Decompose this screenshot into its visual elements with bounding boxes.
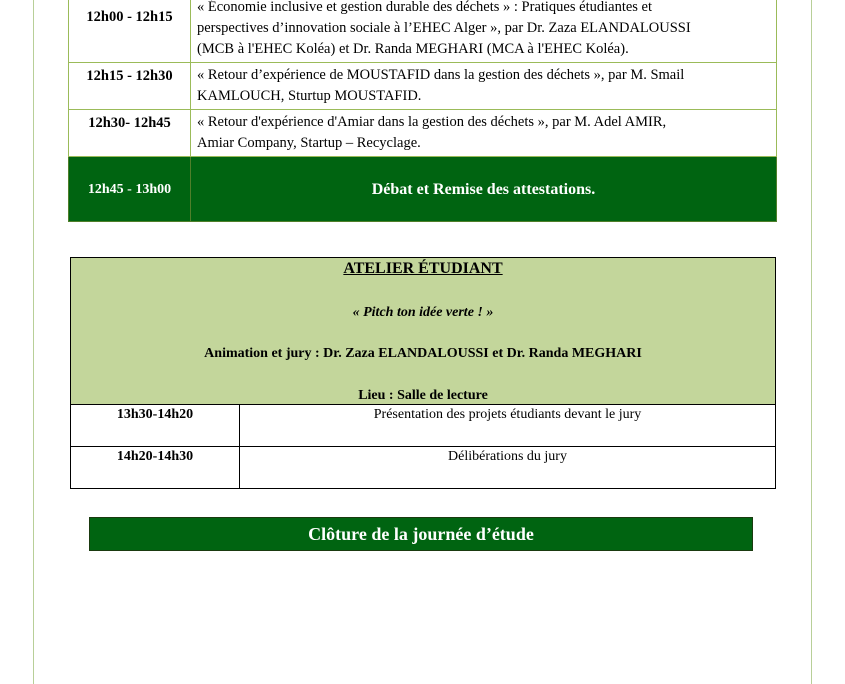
workshop-time: 14h20-14h30 [71,447,240,489]
program-row [69,110,777,157]
page-border-left [33,0,34,684]
program-time: 12h00 - 12h15 [69,0,191,63]
program-description: Débat et Remise des attestations. [191,157,777,222]
workshop-activity: Délibérations du jury [240,447,776,489]
description-line: KAMLOUCH, Sturtup MOUSTAFID. [197,88,422,104]
workshop-header [70,257,776,405]
program-table [68,0,777,222]
program-description [191,110,777,157]
description-line: Amiar Company, Startup – Recyclage. [197,135,421,151]
program-row-debate [69,157,777,222]
workshop-location: Lieu : Salle de lecture [358,388,488,403]
workshop-schedule-table [70,404,776,489]
program-time: 12h45 - 13h00 [69,157,191,222]
workshop-row [71,405,776,447]
program-description [191,0,777,63]
program-time: 12h30- 12h45 [69,110,191,157]
program-time: 12h15 - 12h30 [69,63,191,110]
workshop-row [71,447,776,489]
workshop-animation: Animation et jury : Dr. Zaza ELANDALOUSSI et Dr. Randa MEGHARI [204,346,642,361]
description-line: perspectives d’innovation sociale à l’EHEC Alger », par Dr. Zaza ELANDALOUSSI [197,20,691,36]
workshop-subtitle: « Pitch ton idée verte ! » [352,305,494,320]
description-line: (MCB à l'EHEC Koléa) et Dr. Randa MEGHARI (MCA à l'EHEC Koléa). [197,41,629,57]
description-line: « Retour d’expérience de MOUSTAFID dans la gestion des déchets », par M. Smail [197,67,685,83]
description-line: « Économie inclusive et gestion durable des déchets » : Pratiques étudiantes et [197,0,653,15]
workshop-activity: Présentation des projets étudiants devant le jury [240,405,776,447]
workshop-title: ATELIER ÉTUDIANT [343,260,503,277]
workshop-time: 13h30-14h20 [71,405,240,447]
page-border-right [811,0,812,684]
program-row [69,0,777,63]
program-row [69,63,777,110]
program-description [191,63,777,110]
closing-banner: Clôture de la journée d’étude [89,517,753,551]
description-line: « Retour d'expérience d'Amiar dans la gestion des déchets », par M. Adel AMIR, [197,114,667,130]
